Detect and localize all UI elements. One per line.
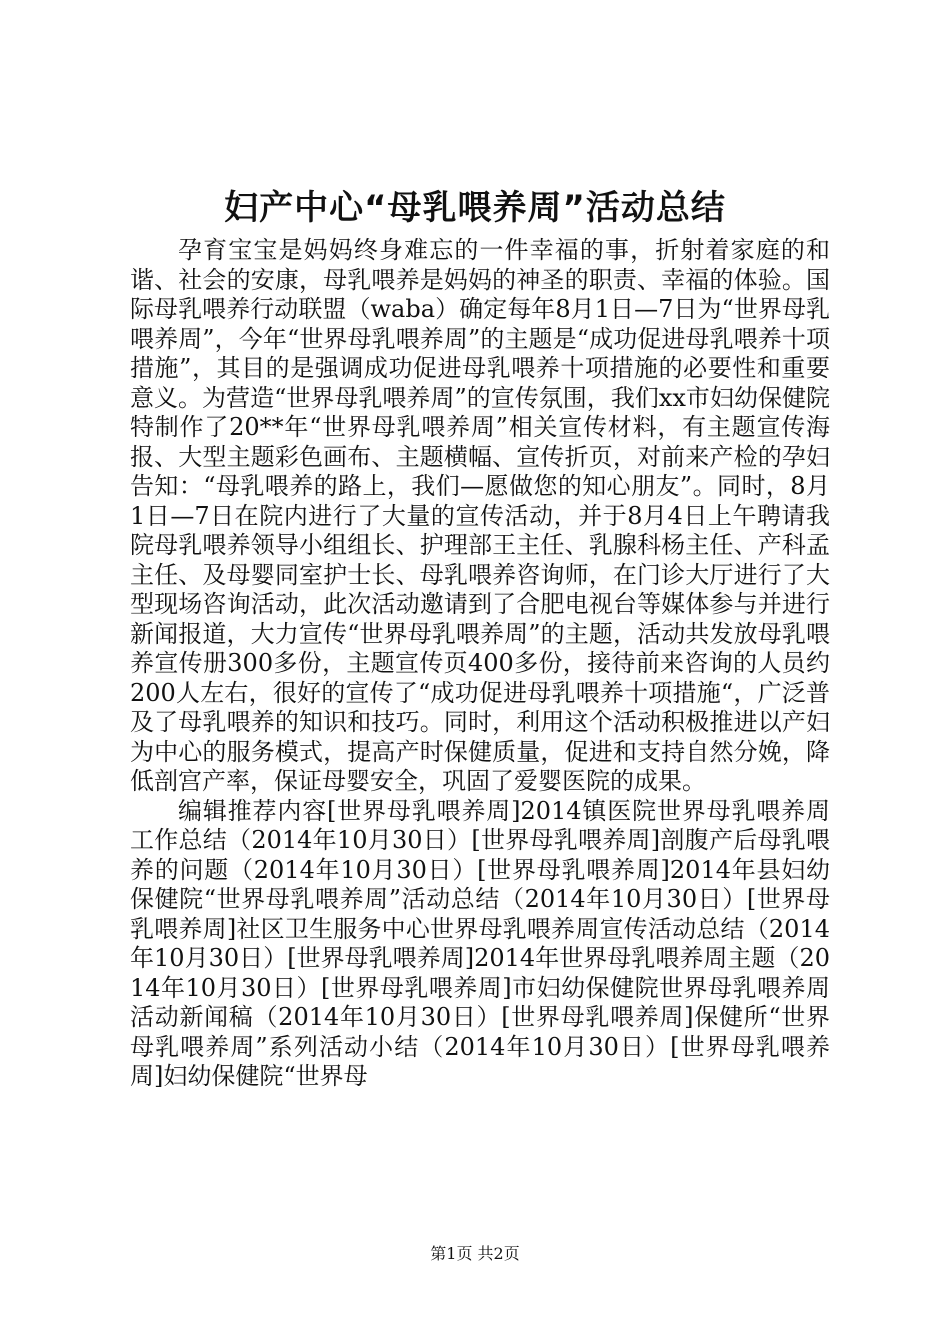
page-footer: 第1页 共2页: [430, 1244, 520, 1263]
page-title: 妇产中心“母乳喂养周”活动总结: [224, 188, 726, 228]
body-paragraph-1: 孕育宝宝是妈妈终身难忘的一件幸福的事，折射着家庭的和谐、社会的安康，母乳喂养是妈妈的神圣的职责、幸福的体验。国际母乳喂养行动联盟（waba）确定每年8月1日—7日为“世界母乳喂养周”，今年“世界母乳喂养周”的主题是“成功促进母乳喂养十项措施”，其目的是强调成功促进母乳喂养十项措施的必要性和重要意义。为营造“世界母乳喂养周”的宣传氛围，我们xx市妇幼保健院特制作了20**年“世界母乳喂养周”相关宣传材料，有主题宣传海报、大型主题彩色画布、主题横幅、宣传折页，对前来产检的孕妇告知：“母乳喂养的路上，我们—愿做您的知心朋友”。同时，8月1日—7日在院内进行了大量的宣传活动，并于8月4日上午聘请我院母乳喂养领导小组组长、护理部王主任、乳腺科杨主任、产科孟主任、及母婴同室护士长、母乳喂养咨询师，在门诊大厅进行了大型现场咨询活动，此次活动邀请到了合肥电视台等媒体参与并进行新闻报道，大力宣传“世界母乳喂养周”的主题，活动共发放母乳喂养宣传册300多份，主题宣传页400多份，接待前来咨询的人员约200人左右，很好的宣传了“成功促进母乳喂养十项措施“，广泛普及了母乳喂养的知识和技巧。同时，利用这个活动积极推进以产妇为中心的服务模式，提高产时保健质量，促进和支持自然分娩，降低剖宫产率，保证母婴安全，巩固了爱婴医院的成果。: [130, 236, 830, 795]
body-paragraph-2: 编辑推荐内容[世界母乳喂养周]2014镇医院世界母乳喂养周工作总结（2014年10月30日）[世界母乳喂养周]剖腹产后母乳喂养的问题（2014年10月30日）[世界母乳喂养周]2014年县妇幼保健院“世界母乳喂养周”活动总结（2014年10月30日）[世界母乳喂养周]社区卫生服务中心世界母乳喂养周宣传活动总结（2014年10月30日）[世界母乳喂养周]2014年世界母乳喂养周主题（2014年10月30日）[世界母乳喂养周]市妇幼保健院世界母乳喂养周活动新闻稿（2014年10月30日）[世界母乳喂养周]保健所“世界母乳喂养周”系列活动小结（2014年10月30日）[世界母乳喂养周]妇幼保健院“世界母: [130, 796, 830, 1090]
document-body: [130, 236, 830, 1092]
